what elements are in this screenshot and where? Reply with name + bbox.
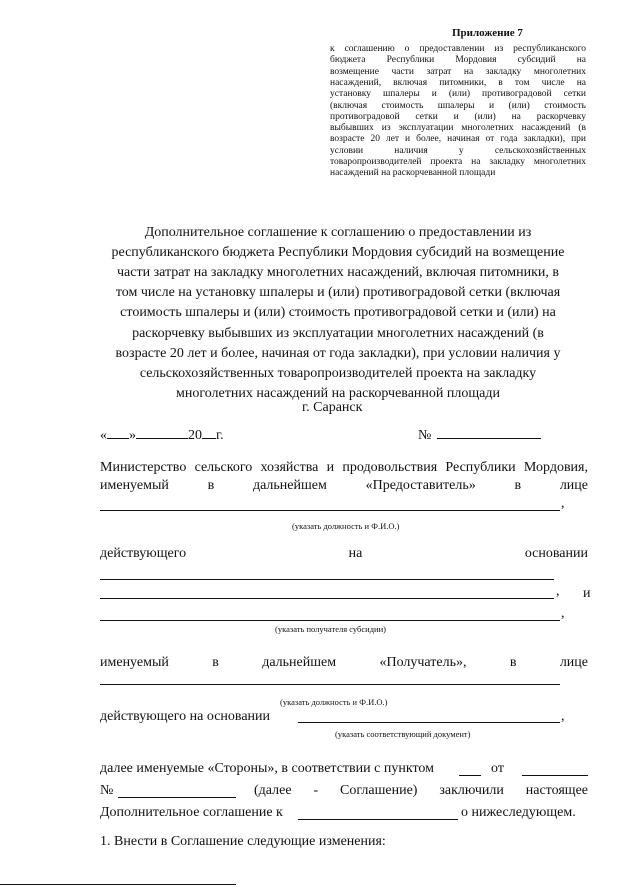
blank-line (298, 722, 560, 723)
number-sign: № (418, 428, 432, 443)
number-blank (437, 438, 541, 439)
named-line-1 (100, 478, 588, 494)
caption-position: (указать должность и Ф.И.О.) (292, 521, 400, 531)
point-blank (459, 775, 481, 776)
appendix-line: выбывших из эксплуатации многолетних насаждений (в (330, 123, 586, 134)
appendix-line: насаждений, включая питомники, в том числе на (330, 77, 586, 88)
acting-line (100, 546, 588, 562)
word: лице (559, 655, 588, 670)
word: дальнейшем (262, 655, 337, 670)
appendix-line: установку шпалеры и (или) противоградовой сетки (330, 89, 586, 100)
appendix-line: условии наличия у сельскохозяйственных (330, 145, 586, 156)
word: действующего (100, 546, 187, 561)
appendix-line: насаждений на раскорчеванной площади (330, 168, 496, 179)
footnote-separator (0, 884, 236, 885)
blank-line (100, 620, 560, 621)
year-suffix: г. (216, 428, 224, 443)
word: «Предоставитель» (365, 478, 476, 493)
title-line: сельскохозяйственных товаропроизводителей проекта на закладку (139, 365, 537, 381)
blank-line (100, 510, 560, 511)
word: в (212, 655, 219, 670)
word: «Получатель», (379, 655, 467, 670)
title-line: раскорчевку выбывших из эксплуатации многолетних насаждений (в (132, 325, 544, 341)
caption-recipient: (указать получателя субсидии) (275, 624, 386, 634)
appendix-line: возмещение части затрат на закладку многолетних (330, 66, 586, 77)
year-prefix: 20 (188, 428, 202, 443)
appendix-title: Приложение 7 (452, 27, 523, 39)
title-line: республиканского бюджета Республики Мордовия субсидий на возмещение (111, 245, 565, 261)
date-close-quote: » (129, 428, 136, 443)
caption-document: (указать соответствующий документ) (335, 729, 471, 739)
and-word: и (583, 586, 591, 601)
number-field (418, 428, 541, 444)
appendix-line: возрасте 20 лет и более, начиная от года закладки), при (330, 134, 586, 145)
parties-text: далее именуемые «Стороны», в соответствии с пунктом (100, 761, 434, 776)
agreement-number-blank (118, 797, 236, 798)
word: именуемый (100, 655, 169, 670)
day-blank (107, 438, 129, 439)
agreement-paren: (далее - Соглашение) заключили настоящее (254, 783, 588, 798)
supplement-suffix: о нижеследующем. (461, 805, 576, 820)
comma: , (561, 496, 565, 511)
comma: , (561, 606, 565, 621)
title-line: стоимость шпалеры и (или) стоимость противоградовой сетки и (или) на (120, 305, 556, 321)
month-blank (136, 438, 188, 439)
caption-position-2: (указать должность и Ф.И.О.) (280, 697, 388, 707)
date-blank (522, 775, 588, 776)
appendix-line: бюджета Республики Мордовия субсидий на (330, 55, 586, 66)
title-line: возрасте 20 лет и более, начиная от года закладки), при условии наличия у (115, 345, 561, 361)
word: в (514, 478, 522, 493)
date-open-quote: « (100, 428, 107, 443)
word: именуемый (100, 478, 169, 493)
title-line: Дополнительное соглашение к соглашению о предоставлении из (144, 225, 532, 240)
word: дальнейшем (252, 478, 327, 493)
from-word: от (491, 761, 504, 776)
year-blank (202, 438, 216, 439)
comma: , (561, 709, 565, 724)
item-1: 1. Внести в Соглашение следующие изменения: (100, 834, 386, 849)
blank-line (100, 598, 554, 599)
appendix-line: противоградовой сетки и (или) на раскорчевку (330, 111, 586, 122)
acting-basis: действующего на основании (100, 709, 271, 724)
supplement-prefix: Дополнительное соглашение к (100, 805, 283, 820)
title-line: многолетних насаждений на раскорчеванной площади (176, 385, 500, 401)
comma: , (556, 584, 560, 599)
word: в (509, 655, 517, 670)
named-line-2 (100, 655, 588, 671)
date-field (100, 428, 224, 444)
word: в (207, 478, 215, 493)
blank-line (100, 579, 554, 580)
city: г. Саранск (302, 400, 363, 415)
appendix-line: (включая стоимость шпалеры и (или) стоимость (330, 100, 586, 111)
appendix-line: товаропроизводителей проекта на закладку многолетних (330, 157, 586, 167)
word: лице (559, 478, 588, 493)
blank-line (100, 684, 560, 685)
word: основании (524, 546, 588, 561)
appendix-line: к соглашению о предоставлении из республиканского (330, 44, 586, 54)
supplement-blank (298, 819, 458, 820)
ministry-line: Министерство сельского хозяйства и продовольствия Республики Мордовия, (100, 460, 588, 475)
title-line: части затрат на закладку многолетних насаждений, включая питомники, в (117, 265, 559, 281)
word: на (348, 546, 363, 561)
agreement-number-sign: № (100, 783, 114, 798)
title-line: том числе на установку шпалеры и (или) противоградовой сетки (включая (115, 285, 561, 301)
